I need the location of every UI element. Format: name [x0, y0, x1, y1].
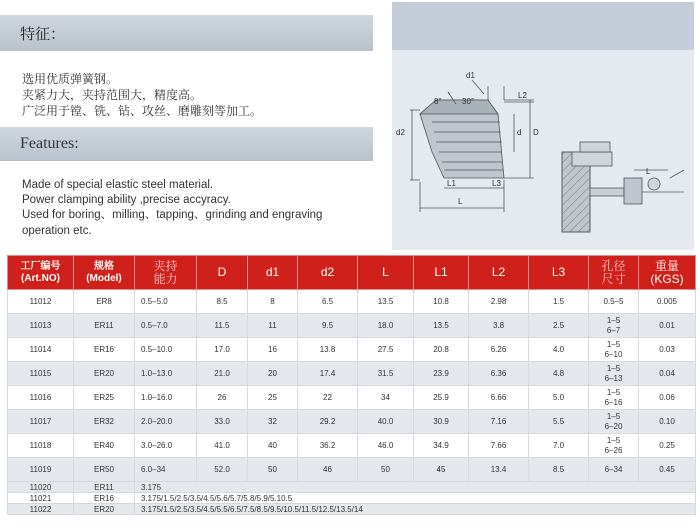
cell-l2: 7.66: [469, 434, 529, 458]
cell-art: 11012: [8, 290, 74, 314]
cell-model: ER25: [74, 386, 135, 410]
cell-l2: 2.98: [469, 290, 529, 314]
cell-hole: [589, 314, 639, 338]
cell-d1: 50: [248, 458, 298, 482]
spec-table: [7, 255, 696, 515]
label-l3: L3: [492, 179, 501, 188]
features-cn-line: 广泛用于镗、铣、钻、攻丝、磨雕刻等加工。: [22, 104, 263, 118]
cell-wt: 0.03: [639, 338, 696, 362]
hole-size-line: 6–10: [604, 349, 623, 359]
hole-size-line: 6–34: [604, 464, 623, 474]
col-header-text: 能力: [153, 271, 178, 286]
cell-l3: 1.5: [529, 290, 589, 314]
cell-model: ER32: [74, 410, 135, 434]
cell-l1: 23.9: [414, 362, 469, 386]
cell-l1: 30.9: [414, 410, 469, 434]
hole-size-line: 6–16: [604, 397, 623, 407]
cell-wt: 0.06: [639, 386, 696, 410]
table-row: [8, 290, 696, 314]
table-row: [8, 410, 696, 434]
col-header-text: 规格: [94, 260, 114, 272]
cell-d: 8.5: [197, 290, 248, 314]
features-en-line: Made of special elastic steel material.: [22, 179, 214, 191]
cell-d1: 20: [248, 362, 298, 386]
cell-size-list: 3.175/1.5/2.5/3.5/4.5/5.5/6.5/7.5/8.5/9.5/10.5/11.5/12.5/13.5/14: [135, 504, 696, 515]
cell-d1: 32: [248, 410, 298, 434]
hole-size-line: 1–5: [606, 315, 621, 325]
cell-art: 11022: [8, 504, 74, 515]
col-header-d2: [298, 256, 358, 290]
cell-model: ER20: [74, 362, 135, 386]
cell-d: 21.0: [197, 362, 248, 386]
cell-l: 50: [358, 458, 414, 482]
cell-wt: 0.10: [639, 410, 696, 434]
cell-art: 11018: [8, 434, 74, 458]
features-en-line: Used for boring、milling、tapping、grinding and engraving: [22, 209, 323, 222]
cell-hole: [589, 362, 639, 386]
col-header-text: (Model): [86, 272, 122, 284]
cell-model: ER16: [74, 493, 135, 504]
label-big-d: D: [533, 128, 539, 137]
features-cn-heading: 特征：: [20, 25, 66, 43]
features-en-list: [22, 178, 322, 239]
label-30deg: 30°: [462, 97, 475, 106]
cell-art: 11020: [8, 482, 74, 493]
cell-d2: 17.4: [298, 362, 358, 386]
cell-l2: 7.16: [469, 410, 529, 434]
table-row: [8, 338, 696, 362]
col-header-d: [197, 256, 248, 290]
features-en-heading: Features:: [20, 135, 79, 152]
cell-l2: 3.8: [469, 314, 529, 338]
features-cn-list: [22, 71, 262, 119]
cell-l2: 6.26: [469, 338, 529, 362]
cell-l3: 4.0: [529, 338, 589, 362]
cell-model: ER16: [74, 338, 135, 362]
features-en-heading-bar: [0, 127, 373, 161]
label-l: L: [458, 197, 463, 206]
cell-l2: 6.36: [469, 362, 529, 386]
cell-l1: 13.5: [414, 314, 469, 338]
cell-hole: [589, 290, 639, 314]
hole-size-line: 6–26: [604, 445, 623, 455]
cell-art: 11015: [8, 362, 74, 386]
label-l1: L1: [447, 179, 456, 188]
cell-l: 31.5: [358, 362, 414, 386]
col-header-text: 重量: [654, 258, 679, 273]
col-header-text: L3: [551, 265, 566, 279]
cell-d1: 8: [248, 290, 298, 314]
cell-hole: [589, 386, 639, 410]
cell-l3: 7.0: [529, 434, 589, 458]
hole-size-line: 6–7: [606, 325, 621, 335]
cell-wt: 0.04: [639, 362, 696, 386]
features-cn-line: 夹紧力大，夹持范围大，精度高。: [22, 88, 203, 102]
table-row: [8, 434, 696, 458]
cell-art: 11021: [8, 493, 74, 504]
col-header-text: d1: [265, 265, 280, 279]
col-header-text: L1: [434, 265, 448, 279]
col-header-text: 尺寸: [601, 271, 626, 286]
cell-d1: 25: [248, 386, 298, 410]
cell-hole: [589, 338, 639, 362]
table-row: [8, 362, 696, 386]
cell-wt: 0.005: [639, 290, 696, 314]
col-header-l3: [529, 256, 589, 290]
cell-l1: 25.9: [414, 386, 469, 410]
cell-art: 11014: [8, 338, 74, 362]
col-header-d1: [248, 256, 298, 290]
hole-size-line: 6–13: [604, 373, 623, 383]
cell-cap: 6.0–34: [135, 458, 197, 482]
cell-cap: 1.0–13.0: [135, 362, 197, 386]
collet-drawing: [392, 2, 694, 250]
cell-d2: 36.2: [298, 434, 358, 458]
label-d: d: [517, 128, 522, 137]
label-d2: d2: [396, 128, 405, 137]
hole-size-line: 6–20: [604, 421, 623, 431]
cell-d1: 16: [248, 338, 298, 362]
cell-l2: 6.66: [469, 386, 529, 410]
col-header-l: [358, 256, 414, 290]
cell-d1: 40: [248, 434, 298, 458]
col-header-text: 工厂编号: [20, 260, 61, 272]
table-row-size-list: [8, 504, 696, 515]
cell-d2: 46: [298, 458, 358, 482]
label-l-holder: L: [646, 167, 651, 176]
cell-wt: 0.01: [639, 314, 696, 338]
cell-d1: 11: [248, 314, 298, 338]
hole-size-line: 1–5: [606, 339, 621, 349]
cell-l: 46.0: [358, 434, 414, 458]
cell-l2: 13.4: [469, 458, 529, 482]
cell-l1: 45: [414, 458, 469, 482]
table-row-size-list: [8, 482, 696, 493]
cell-l3: 8.5: [529, 458, 589, 482]
cell-l1: 34.9: [414, 434, 469, 458]
features-en-line: operation etc.: [22, 224, 92, 237]
hole-size-line: 1–5: [606, 435, 621, 445]
cell-l: 18.0: [358, 314, 414, 338]
cell-cap: 3.0–26.0: [135, 434, 197, 458]
col-header-text: 夹持: [153, 258, 178, 273]
cell-model: ER11: [74, 314, 135, 338]
features-en-line: Power clamping ability ,precise accyracy.: [22, 194, 231, 207]
cell-d: 33.0: [197, 410, 248, 434]
col-header-hole-size: [589, 256, 639, 290]
spec-table-header: [8, 256, 696, 290]
cell-size-list: 3.175: [135, 482, 696, 493]
cell-l3: 5.0: [529, 386, 589, 410]
col-header-weight: [639, 256, 696, 290]
features-cn-line: 选用优质弹簧钢。: [22, 72, 119, 86]
cell-d: 52.0: [197, 458, 248, 482]
cell-l: 13.5: [358, 290, 414, 314]
table-row-size-list: [8, 493, 696, 504]
cell-cap: 2.0–20.0: [135, 410, 197, 434]
cell-model: ER11: [74, 482, 135, 493]
header-row: [8, 256, 696, 290]
hole-size-line: 1–5: [606, 387, 621, 397]
hole-size-line: 1–5: [606, 363, 621, 373]
cell-l1: 20.8: [414, 338, 469, 362]
cell-d2: 9.5: [298, 314, 358, 338]
cell-d2: 13.8: [298, 338, 358, 362]
cell-cap: 1.0–16.0: [135, 386, 197, 410]
col-header-clamp-capacity: [135, 256, 197, 290]
cell-d: 11.5: [197, 314, 248, 338]
cell-model: ER50: [74, 458, 135, 482]
cell-l3: 5.5: [529, 410, 589, 434]
cell-d: 17.0: [197, 338, 248, 362]
spec-table-body: [8, 290, 696, 515]
col-header-text: L2: [491, 265, 506, 279]
cell-hole: [589, 410, 639, 434]
cell-cap: 0.5–7.0: [135, 314, 197, 338]
cell-d2: 29.2: [298, 410, 358, 434]
label-d1: d1: [466, 71, 475, 80]
cell-cap: 0.5–10.0: [135, 338, 197, 362]
features-cn-heading-bar: [0, 15, 373, 51]
col-header-l1: [414, 256, 469, 290]
table-row: [8, 458, 696, 482]
cell-hole: [589, 458, 639, 482]
col-header-text: d2: [320, 265, 335, 279]
cell-d2: 6.5: [298, 290, 358, 314]
cell-l1: 10.8: [414, 290, 469, 314]
col-header-art-no: [8, 256, 74, 290]
cell-model: ER8: [74, 290, 135, 314]
hole-size-line: 0.5–5: [603, 296, 624, 306]
col-header-l2: [469, 256, 529, 290]
cell-wt: 0.25: [639, 434, 696, 458]
col-header-text: D: [217, 265, 227, 279]
col-header-text: (Art.NO): [21, 272, 60, 284]
cell-l3: 2.5: [529, 314, 589, 338]
col-header-model: [74, 256, 135, 290]
cell-d: 41.0: [197, 434, 248, 458]
cell-model: ER20: [74, 504, 135, 515]
cell-l: 40.0: [358, 410, 414, 434]
cell-cap: 0.5–5.0: [135, 290, 197, 314]
col-header-text: (KGS): [650, 271, 684, 286]
label-8deg: 8°: [434, 97, 442, 106]
cell-wt: 0.45: [639, 458, 696, 482]
cell-l: 34: [358, 386, 414, 410]
hole-size-line: 1–5: [606, 411, 621, 421]
cell-d: 26: [197, 386, 248, 410]
cell-art: 11016: [8, 386, 74, 410]
cell-art: 11013: [8, 314, 74, 338]
cell-model: ER40: [74, 434, 135, 458]
cell-l3: 4.8: [529, 362, 589, 386]
cell-art: 11017: [8, 410, 74, 434]
label-l2: L2: [518, 91, 527, 100]
cell-d2: 22: [298, 386, 358, 410]
cell-l: 27.5: [358, 338, 414, 362]
table-row: [8, 314, 696, 338]
collet-dimension-diagram: [392, 2, 694, 250]
cell-size-list: 3.175/1.5/2.5/3.5/4.5/5.6/5.7/5.8/5.9/5.10.5: [135, 493, 696, 504]
cell-hole: [589, 434, 639, 458]
col-header-text: L: [382, 265, 389, 279]
cell-art: 11019: [8, 458, 74, 482]
table-row: [8, 386, 696, 410]
col-header-text: 孔径: [601, 258, 626, 273]
